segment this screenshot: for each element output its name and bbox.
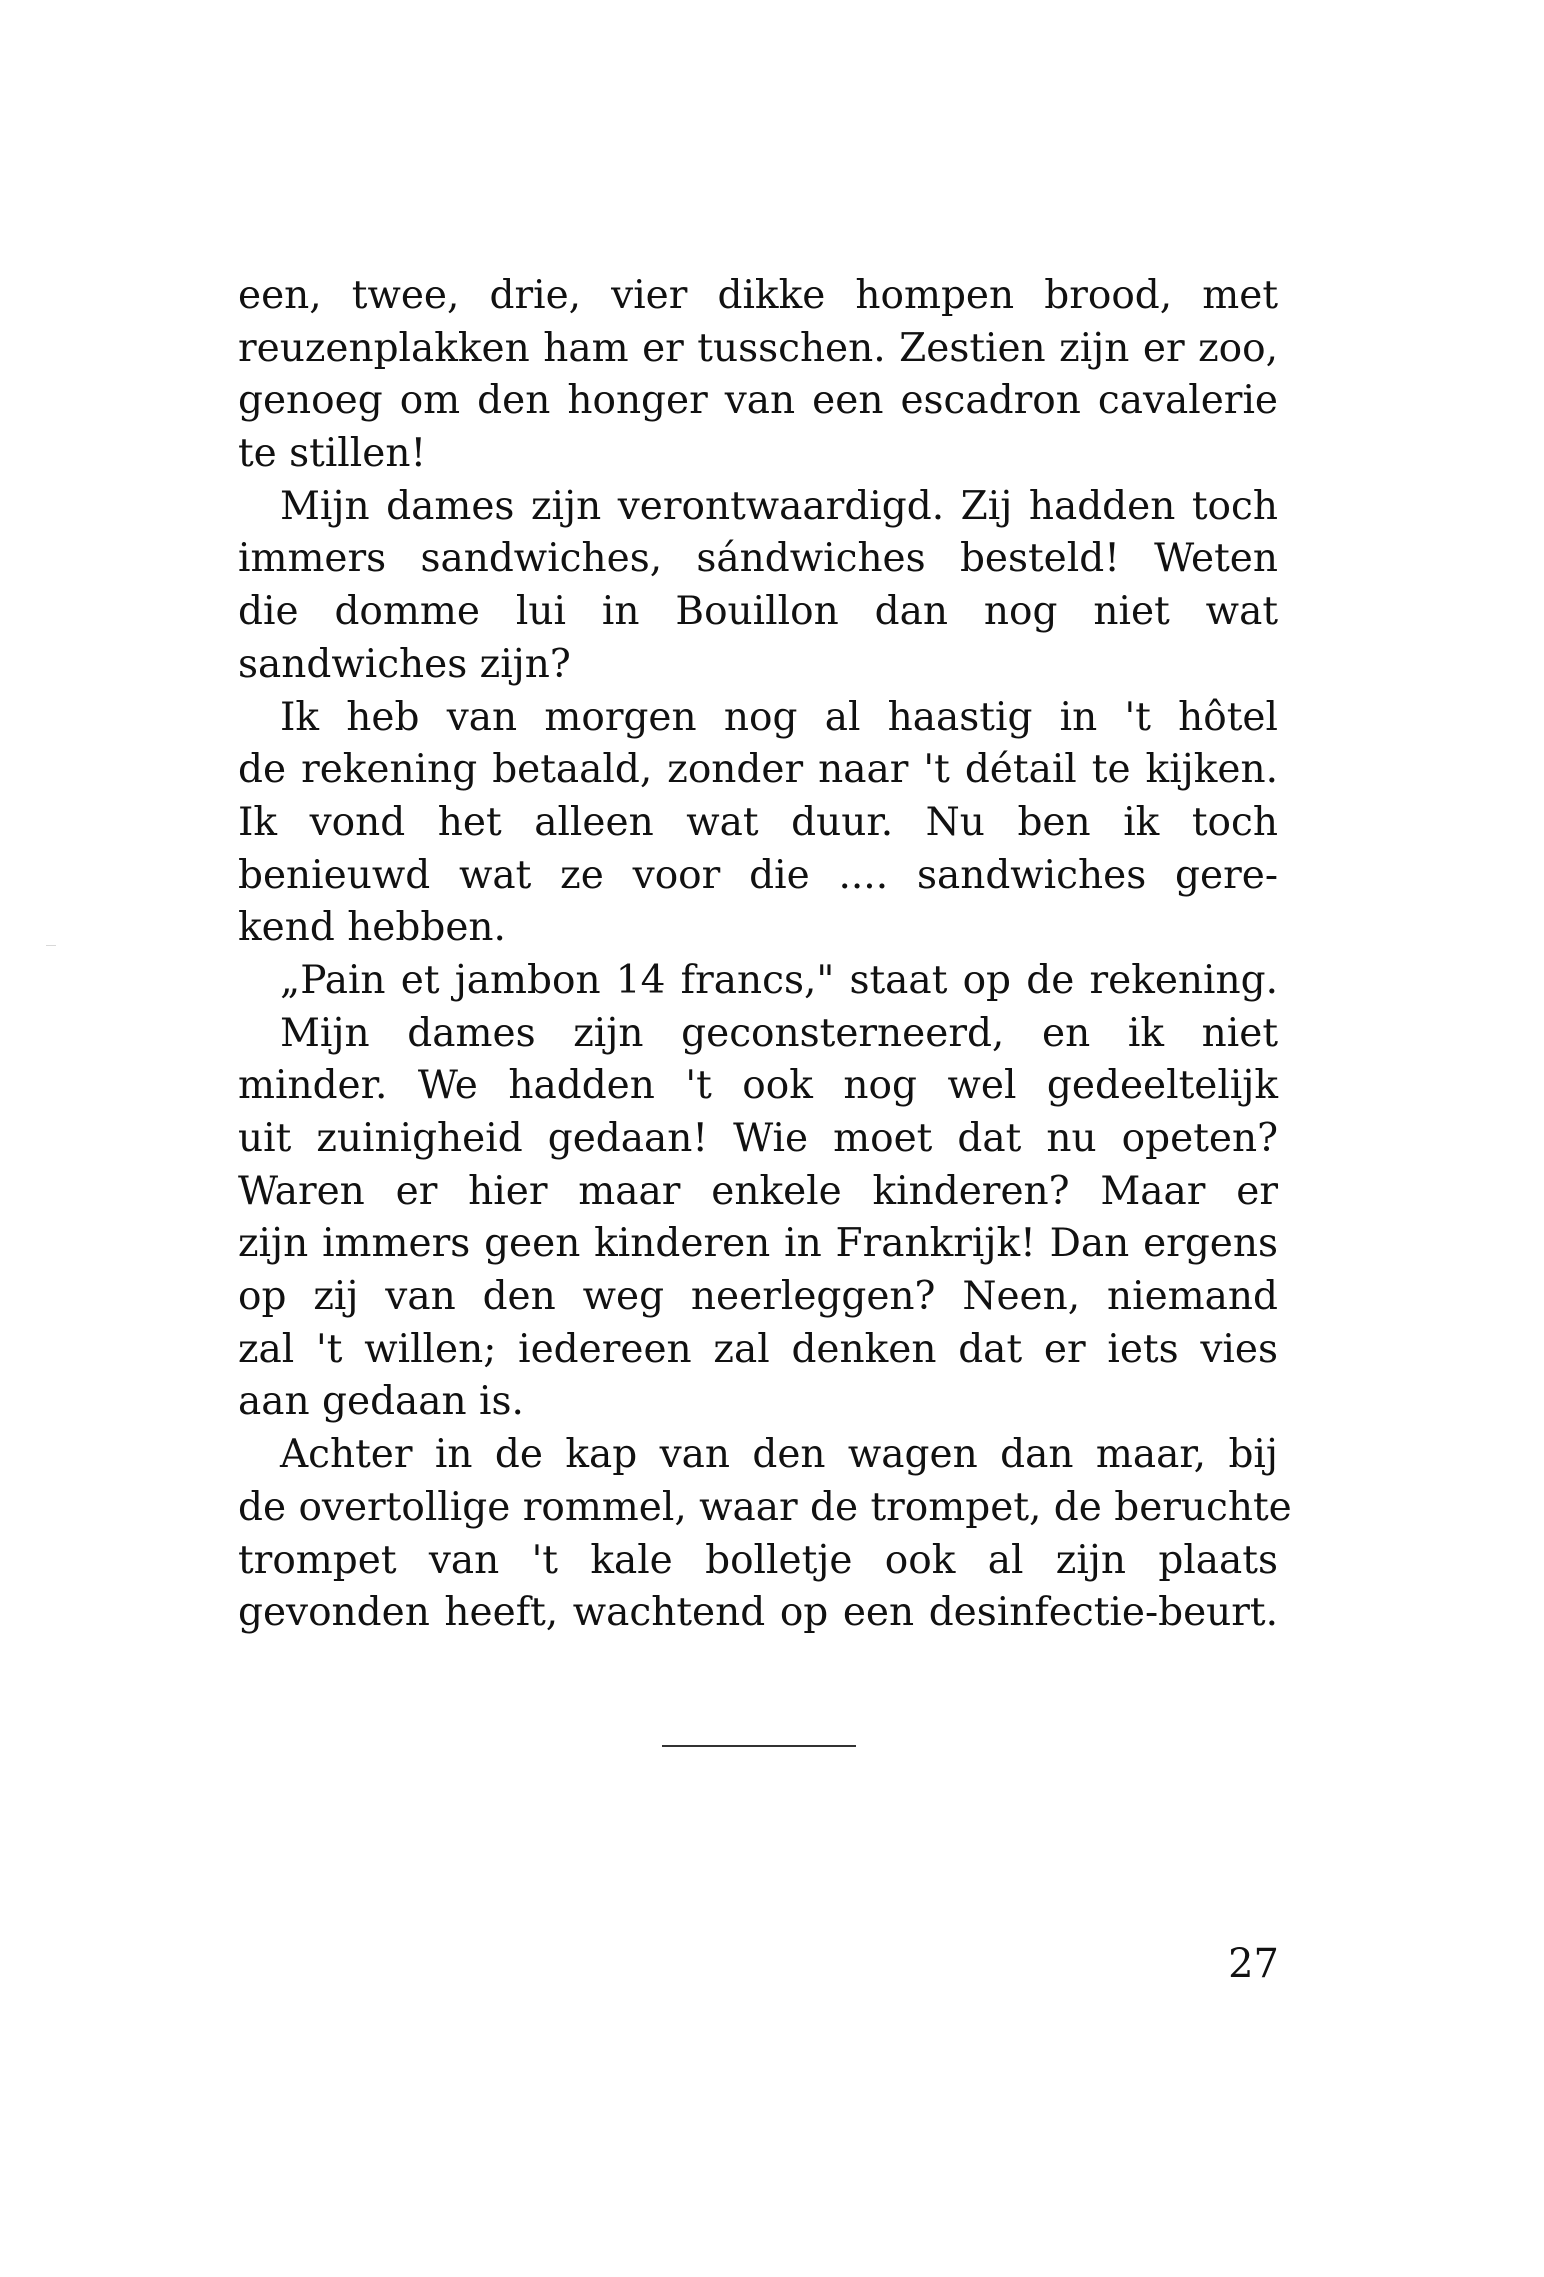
- text-line: gevonden heeft, wachtend op een desinfectie-beurt.: [238, 1590, 1278, 1636]
- text-line: aan gedaan is.: [238, 1379, 524, 1425]
- text-line: kend hebben.: [238, 905, 506, 951]
- margin-mark: [46, 945, 56, 946]
- section-divider: [662, 1745, 856, 1747]
- text-line: de overtollige rommel, waar de trompet, de beruchte: [238, 1484, 1292, 1530]
- text-line: benieuwd wat ze voor die .... sandwiches gere-: [238, 852, 1278, 898]
- text-line: die domme lui in Bouillon dan nog niet wat: [238, 589, 1278, 635]
- text-line: Achter in de kap van den wagen dan maar, bij: [280, 1432, 1278, 1478]
- text-line: Mijn dames zijn verontwaardigd. Zij hadden toch: [280, 483, 1278, 529]
- body-text: [238, 270, 1292, 1640]
- text-line: genoeg om den honger van een escadron cavalerie: [238, 378, 1278, 424]
- text-line: trompet van 't kale bolletje ook al zijn plaats: [238, 1537, 1278, 1583]
- text-line: Ik vond het alleen wat duur. Nu ben ik toch: [238, 799, 1278, 845]
- text-line: immers sandwiches, sándwiches besteld! Weten: [238, 536, 1278, 582]
- text-line: minder. We hadden 't ook nog wel gedeeltelijk: [238, 1063, 1278, 1109]
- text-line: te stillen!: [238, 431, 427, 477]
- text-line: Waren er hier maar enkele kinderen? Maar er: [238, 1168, 1278, 1214]
- text-line: zijn immers geen kinderen in Frankrijk! Dan ergens: [238, 1221, 1278, 1267]
- text-line: op zij van den weg neerleggen? Neen, niemand: [238, 1274, 1278, 1320]
- text-line: zal 't willen; iedereen zal denken dat er iets vies: [238, 1326, 1278, 1372]
- text-line: de rekening betaald, zonder naar 't détail te kijken.: [238, 747, 1278, 793]
- text-line: Mijn dames zijn geconsterneerd, en ik niet: [280, 1010, 1278, 1056]
- page-number: 27: [1228, 1941, 1279, 1987]
- text-line: uit zuinigheid gedaan! Wie moet dat nu opeten?: [238, 1116, 1278, 1161]
- text-line: Ik heb van morgen nog al haastig in 't hôtel: [280, 694, 1278, 740]
- text-line: reuzenplakken ham er tusschen. Zestien zijn er zoo,: [238, 325, 1278, 371]
- text-line: sandwiches zijn?: [238, 641, 571, 687]
- text-line: een, twee, drie, vier dikke hompen brood, met: [238, 273, 1278, 318]
- text-line: „Pain et jambon 14 francs," staat op de rekening.: [280, 957, 1278, 1003]
